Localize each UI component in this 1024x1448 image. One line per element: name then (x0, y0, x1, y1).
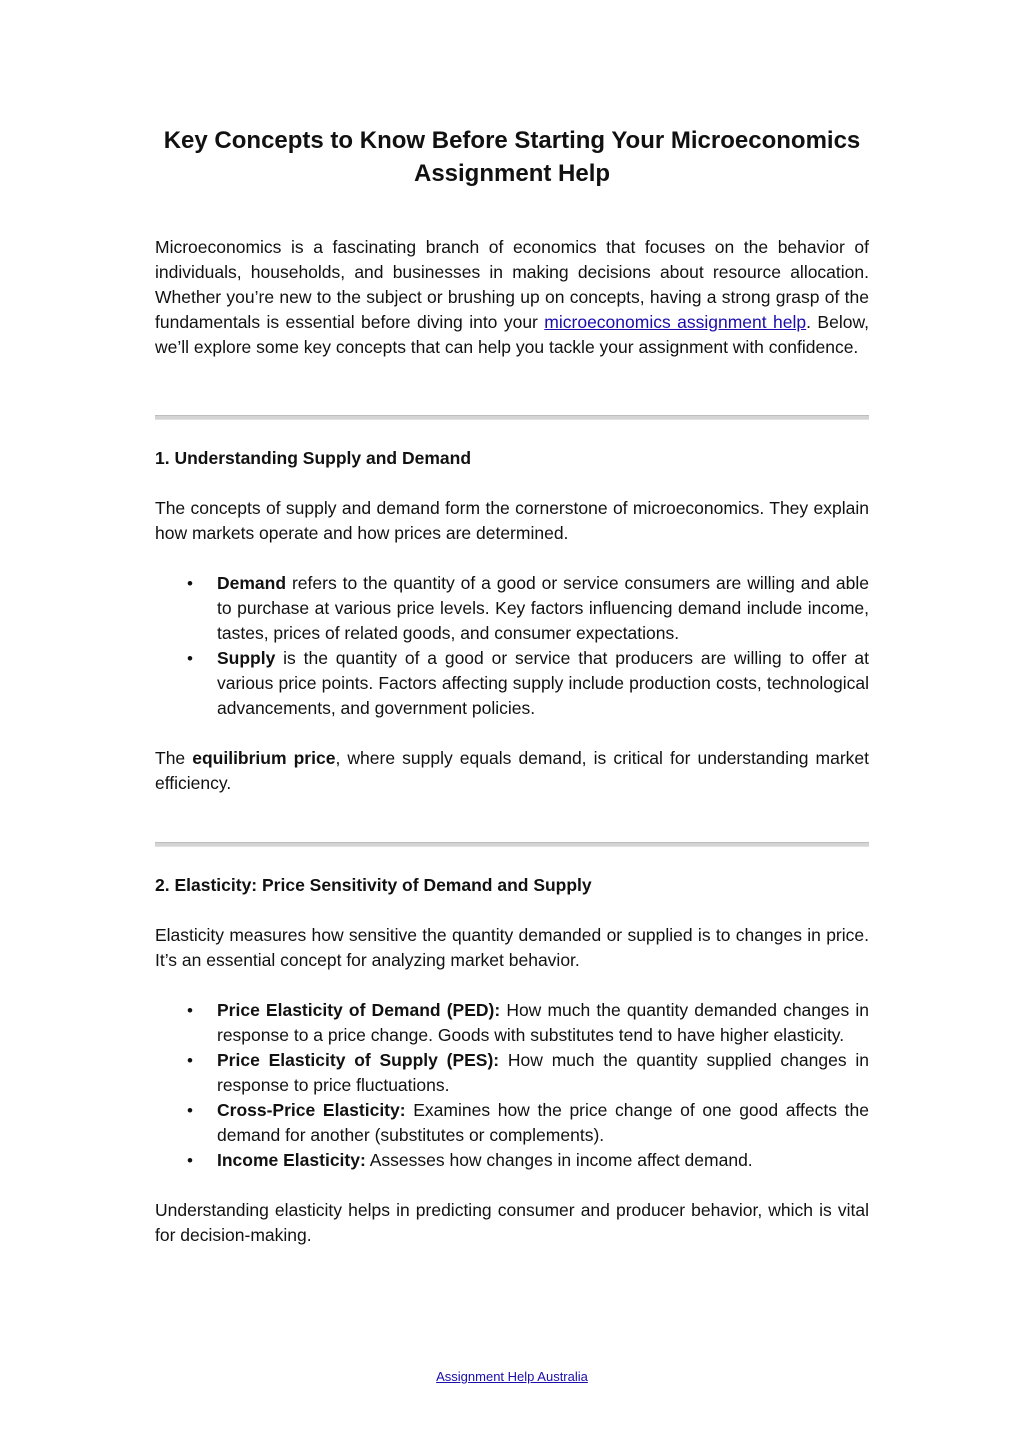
definition-ped: How much the quantity demanded changes in response to a price change. Goods with substitutes tend to have higher elasticity. (217, 1000, 869, 1045)
bullet-icon: • (187, 1151, 193, 1170)
section-divider (155, 415, 869, 420)
intro-text-after-link: . Below, we’ll explore some key concepts that can help you tackle your assignment with confidence. (155, 312, 869, 357)
section-intro-elasticity: Elasticity measures how sensitive the quantity demanded or supplied is to changes in price. It’s an essential concept for analyzing market behavior. (155, 925, 869, 970)
equilibrium-text-after: , where supply equals demand, is critical for understanding market efficiency. (155, 748, 869, 793)
list-item-ped (187, 998, 869, 1048)
definition-demand: refers to the quantity of a good or service consumers are willing and able to purchase at various price levels. Key factors influencing demand include income, tastes, prices of related goods, and consumer expectations. (217, 573, 869, 643)
equilibrium-text-before: The (155, 748, 193, 768)
intro-text-before-link: Microeconomics is a fascinating branch of economics that focuses on the behavior of individuals, households, and businesses in making decisions about resource allocation. Whether you’re new to the subject or brushing up on concepts, having a strong grasp of the fundamentals is essential before diving into your (155, 237, 869, 332)
definition-income: Assesses how changes in income affect demand. (365, 1150, 753, 1170)
elasticity-closing-paragraph: Understanding elasticity helps in predicting consumer and producer behavior, which is vital for decision-making. (155, 1200, 869, 1245)
bullet-icon: • (187, 649, 193, 668)
title-line-2: Assignment Help (413, 160, 611, 187)
term-demand: Demand (217, 573, 287, 593)
bullet-icon: • (187, 574, 193, 593)
term-equilibrium-price: equilibrium price (192, 748, 336, 768)
list-item-pes (187, 1048, 869, 1098)
term-pes: Price Elasticity of Supply (PES): (217, 1050, 500, 1070)
definition-cross-price: Examines how the price change of one good affects the demand for another (substitutes or complements). (217, 1100, 869, 1145)
section-divider (155, 842, 869, 847)
elasticity-bullet-list (155, 998, 869, 1173)
term-cross-price: Cross-Price Elasticity: (217, 1100, 406, 1120)
section-heading-supply-demand: 1. Understanding Supply and Demand (155, 448, 472, 468)
intro-paragraph (155, 235, 869, 360)
bullet-icon: • (187, 1101, 193, 1120)
term-ped: Price Elasticity of Demand (PED): (217, 1000, 501, 1020)
document-page (155, 124, 869, 1248)
definition-pes: How much the quantity supplied changes in response to price fluctuations. (217, 1050, 869, 1095)
supply-demand-bullet-list (155, 571, 869, 721)
list-item-cross-price (187, 1098, 869, 1148)
footer-link[interactable]: Assignment Help Australia (436, 1369, 588, 1384)
microeconomics-assignment-help-link[interactable]: microeconomics assignment help (544, 312, 807, 332)
title-line-1: Key Concepts to Know Before Starting Your Microeconomics (163, 127, 861, 154)
bullet-icon: • (187, 1051, 193, 1070)
bullet-icon: • (187, 1001, 193, 1020)
definition-supply: is the quantity of a good or service that producers are willing to offer at various price points. Factors affecting supply include production costs, technological advancements, and government policies. (217, 648, 869, 718)
list-item-income (187, 1148, 869, 1173)
term-income: Income Elasticity: (217, 1150, 366, 1170)
page-footer (0, 1368, 1024, 1386)
section-intro-supply-demand: The concepts of supply and demand form the cornerstone of microeconomics. They explain how markets operate and how prices are determined. (155, 498, 869, 543)
document-title (155, 124, 869, 190)
section-heading-elasticity: 2. Elasticity: Price Sensitivity of Demand and Supply (155, 875, 592, 895)
term-supply: Supply (217, 648, 276, 668)
list-item-demand (187, 571, 869, 646)
equilibrium-paragraph (155, 746, 869, 796)
list-item-supply (187, 646, 869, 721)
